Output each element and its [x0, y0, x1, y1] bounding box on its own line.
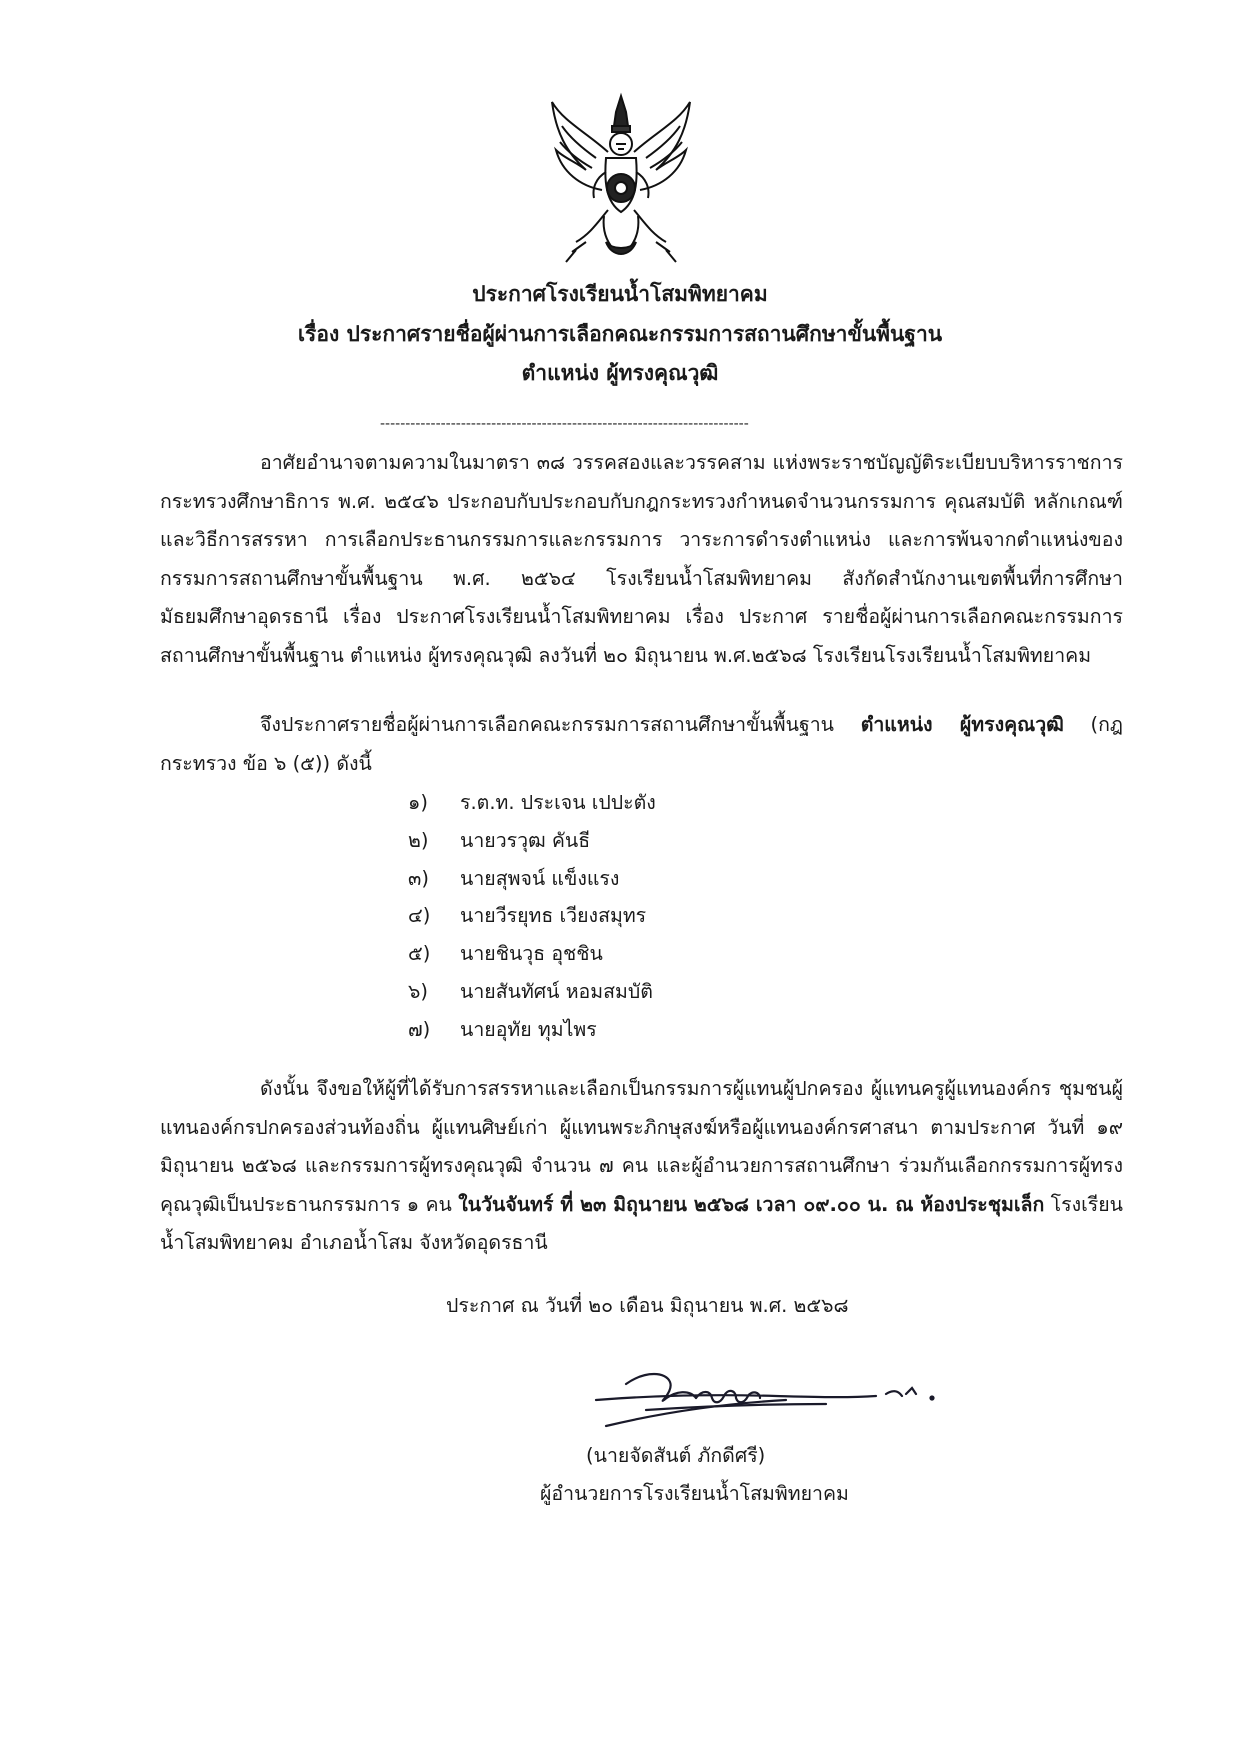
paragraph-authority	[160, 444, 1123, 675]
announcement-position: ตำแหน่ง ผู้ทรงคุณวุฒิ	[860, 713, 1064, 736]
list-item	[408, 897, 656, 935]
signature-icon	[586, 1360, 946, 1440]
paragraph-authority-text: อาศัยอำนาจตามความในมาตรา ๓๘ วรรคสองและวรรคสาม แห่งพระราชบัญญัติระเบียบบริหารราชการกระทรวงศึกษาธิการ พ.ศ. ๒๕๔๖ ประกอบกับประกอบกับกฎกระทรวงกำหนดจำนวนกรรมการ คุณสมบัติ หลักเกณฑ์ และวิธีการสรรหา การเลือกประธานกรรมการและกรรมการ วาระการดำรงตำแหน่ง และการพ้นจากตำแหน่งของกรรมการสถานศึกษาขั้นพื้นฐาน พ.ศ. ๒๕๖๔ โรงเรียนน้ำโสมพิทยาคม สังกัดสำนักงานเขตพื้นที่การศึกษามัธยมศึกษาอุดรธานี เรื่อง ประกาศโรงเรียนน้ำโสมพิทยาคม เรื่อง ประกาศ รายชื่อผู้ผ่านการเลือกคณะกรรมการสถานศึกษาขั้นพื้นฐาน ตำแหน่ง ผู้ทรงคุณวุฒิ ลงวันที่ ๒๐ มิถุนายน พ.ศ.๒๕๖๘ โรงเรียนโรงเรียนน้ำโสมพิทยาคม	[160, 451, 1123, 667]
list-item-number: ๔)	[408, 904, 431, 928]
name-list	[408, 784, 656, 1049]
list-item-number: ๓)	[408, 866, 429, 890]
document-subject: เรื่อง ประกาศรายชื่อผู้ผ่านการเลือกคณะกรรมการสถานศึกษาขั้นพื้นฐาน	[297, 322, 943, 346]
signer-name: (นายจัดสันต์ ภักดีศรี)	[586, 1444, 766, 1467]
announcement-rule: (กฎกระทรวง ข้อ ๖ (๕)) ดังนี้	[160, 713, 1123, 775]
list-item-name: นายสันทัศน์ หอมสมบัติ	[460, 979, 653, 1003]
proclamation-date: ประกาศ ณ วันที่ ๒๐ เดือน มิถุนายน พ.ศ. ๒๕๖๘	[446, 1294, 849, 1317]
list-item	[408, 973, 656, 1011]
list-item	[408, 784, 656, 822]
list-item-name: นายสุพจน์ แข็งแรง	[460, 866, 620, 890]
meeting-text: ดังนั้น จึงขอให้ผู้ที่ได้รับการสรรหาและเลือกเป็นกรรมการผู้แทนผู้ปกครอง ผู้แทนครูผู้แทนองค์กร ชุมชนผู้แทนองค์กรปกครองส่วนท้องถิ่น ผู้แทนศิษย์เก่า ผู้แทนพระภิกษุสงฆ์หรือผู้แทนองค์กรศาสนา ตามประกาศ วันที่ ๑๙ มิถุนายน ๒๕๖๘ และกรรมการผู้ทรงคุณวุฒิ จำนวน ๗ คน และผู้อำนวยการสถานศึกษา ร่วมกันเลือกกรรมการผู้ทรงคุณวุฒิเป็นประธานกรรมการ ๑ คน	[160, 1077, 1123, 1216]
garuda-emblem-icon	[546, 92, 696, 270]
list-item	[408, 822, 656, 860]
separator-line: -------------------------------------------------------------------------	[380, 416, 749, 432]
document-position: ตำแหน่ง ผู้ทรงคุณวุฒิ	[521, 361, 719, 385]
document-title: ประกาศโรงเรียนน้ำโสมพิทยาคม	[472, 282, 768, 306]
list-item-name: นายวรวุฒ คันธี	[460, 828, 591, 852]
paragraph-announcement	[160, 706, 1123, 783]
list-item	[408, 935, 656, 973]
list-item-name: นายอุทัย ทุมไพร	[460, 1017, 597, 1041]
list-item-number: ๕)	[408, 942, 431, 966]
list-item-number: ๑)	[408, 791, 428, 814]
list-item-name: ร.ต.ท. ประเจน เปปะตัง	[460, 791, 656, 814]
list-item-number: ๖)	[408, 979, 428, 1003]
list-item-number: ๒)	[408, 828, 429, 852]
list-item	[408, 1011, 656, 1049]
list-item-number: ๗)	[408, 1017, 431, 1041]
list-item-name: นายวีรยุทธ เวียงสมุทร	[460, 904, 647, 928]
meeting-datetime: ในวันจันทร์ ที่ ๒๓ มิถุนายน ๒๕๖๘ เวลา ๐๙.๐๐ น. ณ ห้องประชุมเล็ก	[458, 1192, 1045, 1216]
paragraph-meeting	[160, 1070, 1123, 1263]
list-item-name: นายชินวุธ อุชชิน	[460, 942, 603, 966]
list-item	[408, 860, 656, 898]
signer-position: ผู้อำนวยการโรงเรียนน้ำโสมพิทยาคม	[540, 1482, 849, 1505]
meeting-location: โรงเรียนน้ำโสมพิทยาคม อำเภอน้ำโสม จังหวัดอุดรธานี	[160, 1192, 1124, 1254]
announcement-text: จึงประกาศรายชื่อผู้ผ่านการเลือกคณะกรรมการสถานศึกษาขั้นพื้นฐาน	[260, 713, 861, 736]
